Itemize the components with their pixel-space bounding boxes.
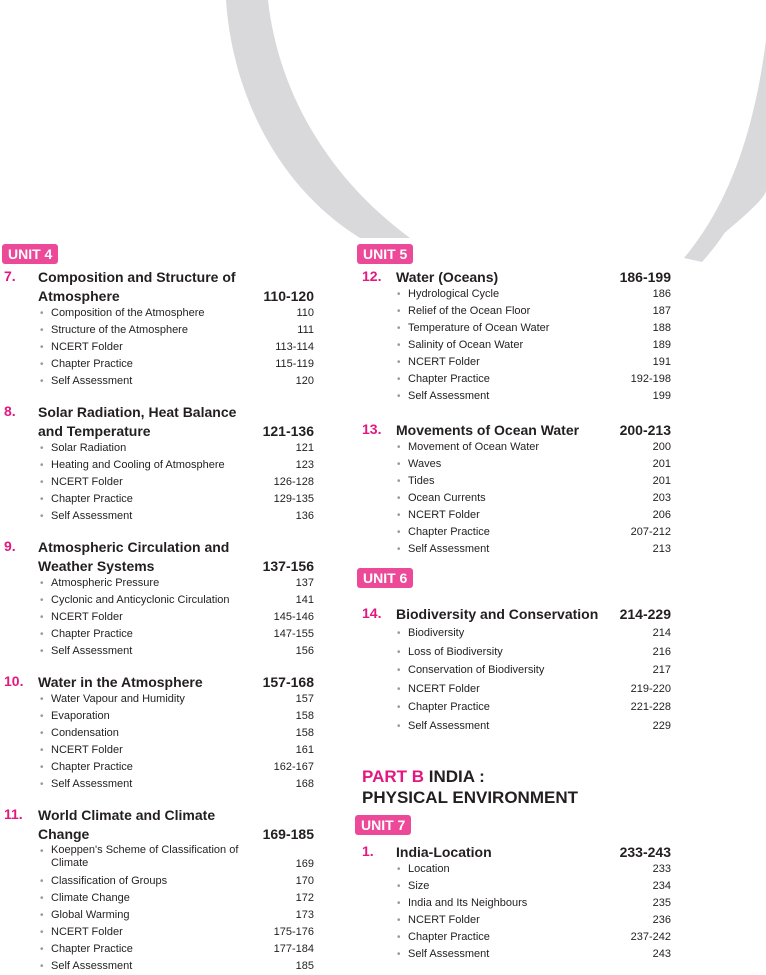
toc-item: • Relief of the Ocean Floor 187: [408, 303, 671, 320]
chapter-page-range: 157-168: [262, 674, 314, 690]
toc-item: • Chapter Practice 192-198: [408, 371, 671, 388]
toc-item: • Cyclonic and Anticyclonic Circulation 141: [51, 592, 314, 609]
toc-item: • Size 234: [408, 878, 671, 895]
toc-item-page: 177-184: [273, 943, 314, 955]
toc-item: • Atmospheric Pressure 137: [51, 575, 314, 592]
toc-item-label: Atmospheric Pressure: [51, 577, 160, 589]
chapter-title: Movements of Ocean Water: [396, 422, 580, 438]
unit-badge: UNIT 4: [2, 244, 58, 264]
toc-item-label: NCERT Folder: [51, 744, 123, 756]
toc-item-label: Climate Change: [51, 892, 130, 904]
toc-item: • NCERT Folder 219-220: [408, 681, 671, 700]
toc-item: • Koeppen's Scheme of Classification of Climate 169: [51, 843, 314, 873]
toc-item-page: 186: [652, 288, 671, 300]
toc-item: • Self Assessment 120: [51, 373, 314, 390]
toc-item: • Chapter Practice 162-167: [51, 759, 314, 776]
toc-item-label: NCERT Folder: [408, 682, 480, 695]
toc-item: • Chapter Practice 129-135: [51, 491, 314, 508]
toc-item: • Self Assessment 213: [408, 541, 671, 558]
toc-item: • NCERT Folder 113-114: [51, 339, 314, 356]
chapter-page-range: 121-136: [262, 423, 314, 439]
toc-item: • Water Vapour and Humidity 157: [51, 691, 314, 708]
toc-item-label: Global Warming: [51, 909, 130, 921]
unit-badge: UNIT 7: [355, 815, 411, 835]
toc-item-page: 172: [295, 892, 314, 904]
toc-item-label: Chapter Practice: [51, 358, 133, 370]
chapter-title: India-Location: [396, 844, 492, 860]
toc-item: • Chapter Practice 207-212: [408, 524, 671, 541]
toc-item-page: 121: [295, 442, 314, 454]
toc-item: • Composition of the Atmosphere 110: [51, 305, 314, 322]
chapter-title: Water in the Atmosphere: [38, 674, 203, 690]
toc-item-label: Heating and Cooling of Atmosphere: [51, 459, 225, 471]
toc-item: • Chapter Practice 177-184: [51, 941, 314, 958]
part-heading: [362, 766, 578, 808]
toc-item-page: 185: [295, 960, 314, 972]
toc-item: • Self Assessment 168: [51, 776, 314, 793]
toc-item-page: 200: [652, 441, 671, 453]
chapter-number: 10.: [4, 673, 24, 689]
chapter-title: Atmospheric Circulation and Weather Systems: [38, 539, 230, 574]
toc-item-page: 201: [652, 475, 671, 487]
chapter-title: Water (Oceans): [396, 269, 499, 285]
toc-item: • Movement of Ocean Water 200: [408, 439, 671, 456]
toc-item: • Self Assessment 136: [51, 508, 314, 525]
toc-item-page: 169: [295, 858, 314, 870]
toc-item-label: Chapter Practice: [51, 628, 133, 640]
toc-item: • Location 233: [408, 861, 671, 878]
chapter-number: 14.: [362, 605, 382, 621]
toc-item: • NCERT Folder 126-128: [51, 474, 314, 491]
toc-item-label: Self Assessment: [408, 948, 490, 960]
toc-item-page: 221-228: [630, 701, 671, 713]
toc-item-page: 158: [295, 727, 314, 739]
toc-item-page: 170: [295, 875, 314, 887]
unit-badge: UNIT 6: [357, 568, 413, 588]
toc-item-page: 162-167: [273, 761, 314, 773]
chapter-number: 7.: [4, 268, 16, 284]
toc-item-label: NCERT Folder: [408, 914, 480, 926]
toc-item-label: Biodiversity: [408, 627, 465, 639]
chapter-title: Biodiversity and Conservation: [396, 606, 599, 622]
toc-item-label: Chapter Practice: [51, 943, 133, 955]
chapter-number: 13.: [362, 421, 382, 437]
toc-item-label: Tides: [408, 475, 435, 487]
toc-item: • Structure of the Atmosphere 111: [51, 322, 314, 339]
toc-item: • Salinity of Ocean Water 189: [408, 337, 671, 354]
toc-item: • Self Assessment 229: [408, 718, 671, 737]
toc-item-label: Salinity of Ocean Water: [408, 339, 524, 351]
toc-item: • India and Its Neighbours 235: [408, 895, 671, 912]
toc-item-page: 173: [295, 909, 314, 921]
toc-item-page: 147-155: [273, 628, 314, 640]
toc-item: • Tides 201: [408, 473, 671, 490]
chapter-number: 12.: [362, 268, 382, 284]
toc-item-label: Self Assessment: [51, 960, 133, 972]
toc-item-page: 126-128: [273, 476, 314, 488]
toc-item-page: 111: [297, 324, 314, 336]
toc-item-page: 213: [652, 543, 671, 555]
toc-item: • Heating and Cooling of Atmosphere 123: [51, 457, 314, 474]
toc-item: • NCERT Folder 236: [408, 912, 671, 929]
toc-item: • Climate Change 172: [51, 890, 314, 907]
toc-item-page: 235: [652, 897, 671, 909]
toc-item: • Evaporation 158: [51, 708, 314, 725]
part-title-line1: INDIA :: [428, 767, 485, 786]
toc-item-page: 192-198: [630, 373, 671, 385]
toc-item-page: 214: [652, 627, 671, 639]
toc-item-page: 191: [652, 356, 671, 368]
toc-item-page: 113-114: [275, 341, 314, 353]
chapter-page-range: 214-229: [619, 606, 671, 622]
toc-item-label: NCERT Folder: [408, 356, 480, 368]
toc-item-page: 229: [652, 719, 671, 732]
toc-item-label: NCERT Folder: [51, 476, 123, 488]
toc-item-page: 110: [296, 307, 314, 319]
toc-item: • Chapter Practice 115-119: [51, 356, 314, 373]
toc-item-page: 236: [652, 914, 671, 926]
toc-item: • Hydrological Cycle 186: [408, 286, 671, 303]
toc-item: • NCERT Folder 145-146: [51, 609, 314, 626]
chapter-title: Composition and Structure of Atmosphere: [38, 269, 236, 304]
toc-item: • NCERT Folder 206: [408, 507, 671, 524]
toc-item-label: Self Assessment: [408, 390, 490, 402]
toc-item-page: 123: [295, 459, 314, 471]
toc-item-label: Hydrological Cycle: [408, 288, 500, 300]
toc-item: • NCERT Folder 175-176: [51, 924, 314, 941]
toc-item-label: Movement of Ocean Water: [408, 441, 540, 453]
toc-item: • Biodiversity 214: [408, 625, 671, 644]
toc-item-page: 237-242: [630, 931, 671, 943]
toc-item-page: 219-220: [630, 682, 671, 695]
toc-item-page: 207-212: [630, 526, 671, 538]
toc-item-label: Self Assessment: [51, 645, 133, 657]
chapter-title: Solar Radiation, Heat Balance and Temperature: [38, 404, 237, 439]
part-title-line2: PHYSICAL ENVIRONMENT: [362, 788, 578, 807]
chapter-number: 9.: [4, 538, 16, 554]
toc-item: • Waves 201: [408, 456, 671, 473]
toc-item-page: 129-135: [273, 493, 314, 505]
toc-item-page: 156: [295, 645, 314, 657]
chapter-page-range: 137-156: [262, 558, 314, 574]
toc-item-label: Cyclonic and Anticyclonic Circulation: [51, 594, 230, 606]
toc-item-page: 217: [652, 664, 671, 676]
toc-item-label: NCERT Folder: [51, 926, 123, 938]
toc-item-page: 189: [652, 339, 671, 351]
toc-item-label: NCERT Folder: [51, 341, 123, 353]
toc-item-page: 188: [652, 322, 671, 334]
chapter-number: 1.: [362, 843, 374, 859]
chapter-page-range: 186-199: [619, 269, 671, 285]
toc-item-label: Structure of the Atmosphere: [51, 324, 188, 336]
toc-item-label: Size: [408, 880, 430, 892]
toc-item-label: Self Assessment: [51, 510, 133, 522]
toc-item: • Chapter Practice 237-242: [408, 929, 671, 946]
toc-item: • Ocean Currents 203: [408, 490, 671, 507]
toc-item-page: 203: [652, 492, 671, 504]
toc-item: • Solar Radiation 121: [51, 440, 314, 457]
toc-item-page: 115-119: [275, 358, 314, 370]
toc-item-label: Composition of the Atmosphere: [51, 307, 205, 319]
toc-item-label: Evaporation: [51, 710, 110, 722]
toc-item: • Self Assessment 185: [51, 958, 314, 975]
toc-item-label: Chapter Practice: [408, 373, 490, 385]
toc-item-label: Chapter Practice: [408, 701, 490, 713]
toc-item: • Chapter Practice 147-155: [51, 626, 314, 643]
toc-item-page: 206: [652, 509, 671, 521]
toc-item-page: 201: [652, 458, 671, 470]
toc-item-label: Chapter Practice: [408, 526, 490, 538]
toc-item-label: Self Assessment: [408, 543, 490, 555]
toc-item: • Temperature of Ocean Water 188: [408, 320, 671, 337]
toc-item-page: 168: [295, 778, 314, 790]
chapter-number: 11.: [4, 806, 23, 822]
toc-item-page: 161: [295, 744, 314, 756]
toc-item-label: Waves: [408, 458, 442, 470]
toc-item-label: Classification of Groups: [51, 875, 168, 887]
toc-item-page: 158: [295, 710, 314, 722]
toc-item: • Self Assessment 199: [408, 388, 671, 405]
toc-item-page: 157: [295, 693, 314, 705]
chapter-page-range: 169-185: [262, 826, 314, 842]
toc-item-page: 243: [652, 948, 671, 960]
toc-item: • Global Warming 173: [51, 907, 314, 924]
chapter-page-range: 200-213: [619, 422, 671, 438]
toc-item-label: Koeppen's Scheme of Classification of Climate: [51, 844, 239, 869]
chapter-title: World Climate and Climate Change: [38, 807, 216, 842]
toc-item-label: NCERT Folder: [51, 611, 123, 623]
toc-item-page: 187: [652, 305, 671, 317]
toc-item-label: Chapter Practice: [51, 761, 133, 773]
toc-item-page: 137: [295, 577, 314, 589]
toc-item-label: NCERT Folder: [408, 509, 480, 521]
toc-item-label: Water Vapour and Humidity: [51, 693, 185, 705]
toc-item-label: Chapter Practice: [408, 931, 490, 943]
toc-item-label: Relief of the Ocean Floor: [408, 305, 531, 317]
toc-item: • Loss of Biodiversity 216: [408, 644, 671, 663]
toc-item-page: 136: [295, 510, 314, 522]
toc-item-label: Self Assessment: [51, 778, 133, 790]
toc-item-label: Condensation: [51, 727, 119, 739]
toc-item: • NCERT Folder 191: [408, 354, 671, 371]
toc-item-page: 120: [295, 375, 314, 387]
toc-item-label: Self Assessment: [408, 719, 490, 732]
toc-item-page: 199: [652, 390, 671, 402]
toc-item-label: Conservation of Biodiversity: [408, 664, 545, 676]
toc-item-label: Chapter Practice: [51, 493, 133, 505]
toc-item-label: Temperature of Ocean Water: [408, 322, 550, 334]
toc-item-label: Loss of Biodiversity: [408, 645, 503, 658]
toc-item: • Classification of Groups 170: [51, 873, 314, 890]
toc-item-page: 145-146: [273, 611, 314, 623]
toc-item: • Conservation of Biodiversity 217: [408, 662, 671, 681]
toc-item-page: 216: [652, 645, 671, 658]
toc-item: • Chapter Practice 221-228: [408, 699, 671, 718]
chapter-number: 8.: [4, 403, 16, 419]
toc-item-label: Location: [408, 863, 450, 875]
toc-item-label: India and Its Neighbours: [408, 897, 528, 909]
toc-item: • Condensation 158: [51, 725, 314, 742]
toc-item-label: Self Assessment: [51, 375, 133, 387]
unit-badge: UNIT 5: [357, 244, 413, 264]
toc-item-page: 233: [652, 863, 671, 875]
toc-item: • Self Assessment 156: [51, 643, 314, 660]
toc-item: • NCERT Folder 161: [51, 742, 314, 759]
toc-item-page: 175-176: [273, 926, 314, 938]
toc-item-label: Ocean Currents: [408, 492, 486, 504]
part-label: PART B: [362, 767, 425, 786]
toc-item-page: 141: [295, 594, 314, 606]
chapter-page-range: 233-243: [619, 844, 671, 860]
toc-item: • Self Assessment 243: [408, 946, 671, 963]
toc-item-label: Solar Radiation: [51, 442, 127, 454]
toc-item-page: 234: [652, 880, 671, 892]
chapter-page-range: 110-120: [263, 288, 314, 304]
